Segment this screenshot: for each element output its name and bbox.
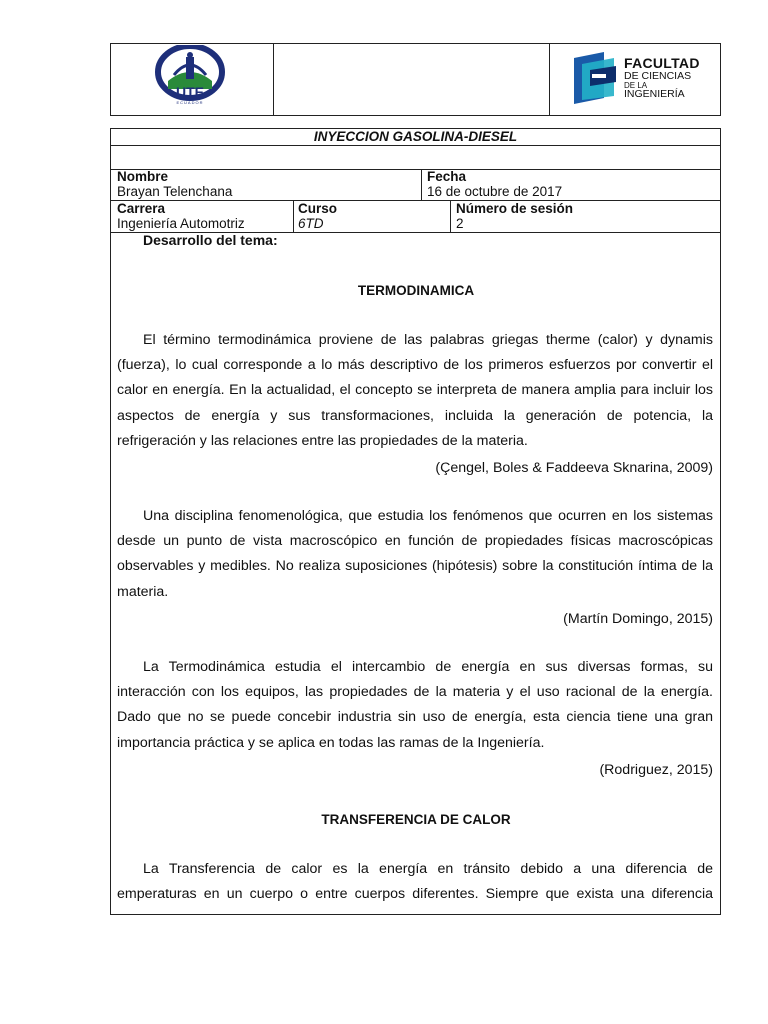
- carrera-value: Ingeniería Automotriz: [117, 216, 245, 231]
- form-line-1: [110, 145, 721, 146]
- nombre-label: Nombre: [117, 169, 169, 184]
- facultad-ingenieria-logo-icon: [570, 52, 620, 104]
- fecha-label: Fecha: [427, 169, 467, 184]
- facultad-logo: [570, 52, 710, 104]
- header-divider-1: [273, 43, 274, 116]
- nombre-value: Brayan Telenchana: [117, 184, 233, 199]
- citation-2: (Martín Domingo, 2015): [563, 611, 713, 627]
- heading-transferencia: TRANSFERENCIA DE CALOR: [321, 812, 511, 827]
- ute-logo: [150, 45, 230, 107]
- paragraph-2: Una disciplina fenomenológica, que estudia los fenómenos que ocurren en los sistemas desde un punto de vista macroscópico en función de propiedades físicas macroscópicas observables y medibles. No realiza suposiciones (hipótesis) sobre la constitución íntima de la materia.: [117, 508, 713, 600]
- sesion-value: 2: [456, 216, 464, 231]
- form-vline-fecha: [421, 169, 422, 200]
- desarrollo-label: Desarrollo del tema:: [143, 232, 278, 248]
- form-vline-curso: [293, 200, 294, 232]
- form-vline-sesion: [450, 200, 451, 232]
- sesion-label: Número de sesión: [456, 201, 574, 216]
- curso-label: Curso: [298, 201, 338, 216]
- form-line-3: [110, 200, 721, 201]
- facultad-line2: DE CIENCIAS: [624, 70, 692, 82]
- facultad-line3: DE LA: [624, 81, 648, 90]
- form-line-2: [110, 169, 721, 170]
- form-title: INYECCION GASOLINA-DIESEL: [313, 129, 518, 144]
- paragraph-4: La Transferencia de calor es la energía en tránsito debido a una diferencia de emperaturas en un cuerpo o entre cuerpos diferentes. Siempre que exista una diferencia: [117, 861, 713, 903]
- curso-value: 6TD: [298, 216, 324, 231]
- citation-1: (Çengel, Boles & Faddeeva Sknarina, 2009): [435, 460, 713, 476]
- heading-termodinamica: TERMODINAMICA: [357, 283, 475, 298]
- fecha-value: 16 de octubre de 2017: [427, 184, 563, 199]
- paragraph-3: La Termodinámica estudia el intercambio de energía en sus diversas formas, su interacción con los equipos, las propiedades de la materia y el uso racional de la energía. Dado que no se puede concebir industria sin uso de energía, esta ciencia tiene una gran importancia práctica y se aplica en todas las ramas de la Ingeniería.: [117, 659, 713, 751]
- paragraph-1: El término termodinámica proviene de las palabras griegas therme (calor) y dynamis (fuerza), lo cual corresponde a lo más descriptivo de los primeros esfuerzos por convertir el calor en energía. En la actualidad, el concepto se interpreta de manera amplia para incluir los aspectos de energía y sus transformaciones, incluida la generación de potencia, la refrigeración y las relaciones entre las propiedades de la materia.: [117, 332, 713, 449]
- citation-3: (Rodriguez, 2015): [599, 762, 713, 778]
- ute-logo-text: UTE: [176, 84, 204, 100]
- carrera-label: Carrera: [117, 201, 166, 216]
- header-divider-2: [549, 43, 550, 116]
- facultad-line4: INGENIERÍA: [624, 88, 685, 100]
- ute-logo-subtext: ECUADOR: [176, 100, 204, 105]
- facultad-line1: FACULTAD: [624, 55, 700, 71]
